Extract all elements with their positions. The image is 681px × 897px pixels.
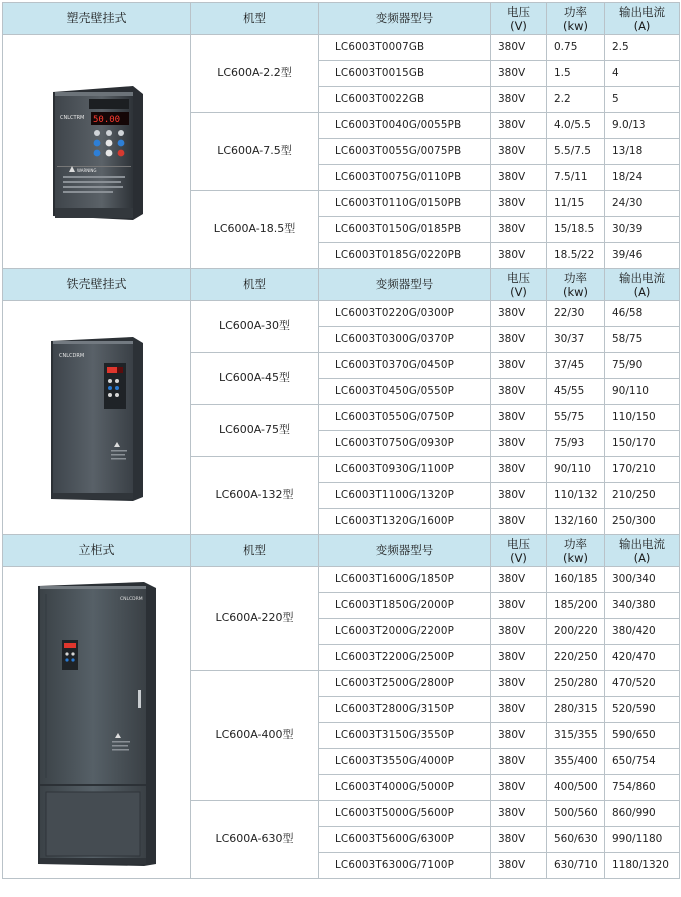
inverter-model-cell: LC6003T0370G/0450P [319,353,491,379]
section-header [3,535,680,567]
inverter-model-cell: LC6003T0022GB [319,87,491,113]
voltage-cell: 380V [491,243,547,269]
spec-table [2,2,680,879]
inverter-model-cell: LC6003T0300G/0370P [319,327,491,353]
voltage-cell: 380V [491,645,547,671]
current-cell: 300/340 [605,567,680,593]
voltage-cell: 380V [491,749,547,775]
voltage-cell: 380V [491,217,547,243]
voltage-cell: 380V [491,775,547,801]
inverter-model-cell: LC6003T0550G/0750P [319,405,491,431]
power-cell: 1.5 [547,61,605,87]
voltage-cell: 380V [491,801,547,827]
product-warning-label: WARNING [76,167,97,173]
power-cell: 7.5/11 [547,165,605,191]
voltage-cell: 380V [491,431,547,457]
voltage-cell: 380V [491,619,547,645]
power-cell: 2.2 [547,87,605,113]
col-header-current [605,269,680,301]
col-header-voltage [491,535,547,567]
inverter-model-cell: LC6003T0750G/0930P [319,431,491,457]
inverter-model-cell: LC6003T2800G/3150P [319,697,491,723]
voltage-header-label: 电压 [507,4,530,19]
product-image-cell [3,567,191,879]
inverter-model-cell: LC6003T5000G/5600P [319,801,491,827]
voltage-cell: 380V [491,139,547,165]
voltage-cell: 380V [491,301,547,327]
current-cell: 420/470 [605,645,680,671]
current-cell: 520/590 [605,697,680,723]
iron-wall-inverter-image [47,333,147,503]
voltage-cell: 380V [491,353,547,379]
current-cell: 9.0/13 [605,113,680,139]
voltage-cell: 380V [491,697,547,723]
power-cell: 30/37 [547,327,605,353]
inverter-model-cell: LC6003T0930G/1100P [319,457,491,483]
voltage-cell: 380V [491,827,547,853]
model-cell: LC600A-7.5型 [191,113,319,191]
voltage-cell: 380V [491,509,547,535]
inverter-model-cell: LC6003T1100G/1320P [319,483,491,509]
power-cell: 200/220 [547,619,605,645]
col-header-inverter: 变频器型号 [319,535,491,567]
cabinet-inverter-image [32,578,162,868]
inverter-model-cell: LC6003T1600G/1850P [319,567,491,593]
current-cell: 990/1180 [605,827,680,853]
power-cell: 315/355 [547,723,605,749]
voltage-header-label: 电压 [507,536,530,551]
voltage-cell: 380V [491,723,547,749]
col-header-voltage [491,269,547,301]
col-header-model: 机型 [191,3,319,35]
inverter-model-cell: LC6003T0015GB [319,61,491,87]
voltage-cell: 380V [491,567,547,593]
inverter-model-cell: LC6003T0007GB [319,35,491,61]
col-header-current [605,535,680,567]
voltage-header-label: 电压 [507,270,530,285]
inverter-model-cell: LC6003T3150G/3550P [319,723,491,749]
voltage-header-unit: (V) [510,550,527,565]
product-brand-label: CNLCTRM [59,114,84,121]
inverter-model-cell: LC6003T6300G/7100P [319,853,491,879]
voltage-cell: 380V [491,191,547,217]
col-header-inverter: 变频器型号 [319,269,491,301]
inverter-model-cell: LC6003T2500G/2800P [319,671,491,697]
current-cell: 18/24 [605,165,680,191]
voltage-header-unit: (V) [510,18,527,33]
voltage-header-unit: (V) [510,284,527,299]
power-cell: 5.5/7.5 [547,139,605,165]
power-cell: 560/630 [547,827,605,853]
model-cell: LC600A-220型 [191,567,319,671]
power-cell: 55/75 [547,405,605,431]
power-cell: 18.5/22 [547,243,605,269]
col-header-power [547,535,605,567]
table-row [3,35,680,61]
current-cell: 13/18 [605,139,680,165]
voltage-cell: 380V [491,593,547,619]
inverter-model-cell: LC6003T0110G/0150PB [319,191,491,217]
inverter-model-cell: LC6003T0185G/0220PB [319,243,491,269]
current-cell: 210/250 [605,483,680,509]
col-header-inverter: 变频器型号 [319,3,491,35]
current-cell: 39/46 [605,243,680,269]
inverter-model-cell: LC6003T4000G/5000P [319,775,491,801]
power-cell: 630/710 [547,853,605,879]
voltage-cell: 380V [491,379,547,405]
power-cell: 280/315 [547,697,605,723]
inverter-model-cell: LC6003T3550G/4000P [319,749,491,775]
inverter-model-cell: LC6003T0055G/0075PB [319,139,491,165]
current-header-label: 输出电流 [619,4,665,19]
section-title: 塑壳壁挂式 [3,3,191,35]
voltage-cell: 380V [491,61,547,87]
power-cell: 185/200 [547,593,605,619]
power-cell: 37/45 [547,353,605,379]
product-display-readout: 50.00 [92,114,120,125]
inverter-model-cell: LC6003T0075G/0110PB [319,165,491,191]
current-cell: 470/520 [605,671,680,697]
col-header-model: 机型 [191,535,319,567]
power-cell: 15/18.5 [547,217,605,243]
voltage-cell: 380V [491,457,547,483]
current-cell: 2.5 [605,35,680,61]
power-cell: 220/250 [547,645,605,671]
current-cell: 170/210 [605,457,680,483]
power-header-label: 功率 [564,4,587,19]
model-cell: LC600A-45型 [191,353,319,405]
current-cell: 754/860 [605,775,680,801]
current-cell: 1180/1320 [605,853,680,879]
current-cell: 58/75 [605,327,680,353]
power-cell: 500/560 [547,801,605,827]
voltage-cell: 380V [491,853,547,879]
current-header-unit: (A) [633,18,651,33]
inverter-model-cell: LC6003T1320G/1600P [319,509,491,535]
power-cell: 11/15 [547,191,605,217]
model-cell: LC600A-2.2型 [191,35,319,113]
current-cell: 5 [605,87,680,113]
current-cell: 24/30 [605,191,680,217]
current-cell: 30/39 [605,217,680,243]
col-header-current [605,3,680,35]
voltage-cell: 380V [491,35,547,61]
col-header-model: 机型 [191,269,319,301]
model-cell: LC600A-400型 [191,671,319,801]
voltage-cell: 380V [491,113,547,139]
power-cell: 400/500 [547,775,605,801]
model-cell: LC600A-30型 [191,301,319,353]
voltage-cell: 380V [491,405,547,431]
power-cell: 75/93 [547,431,605,457]
power-cell: 22/30 [547,301,605,327]
current-cell: 650/754 [605,749,680,775]
section-title: 铁壳壁挂式 [3,269,191,301]
current-cell: 110/150 [605,405,680,431]
current-header-label: 输出电流 [619,536,665,551]
product-brand-label: CNLCDRM [119,596,143,602]
section-header [3,269,680,301]
current-header-unit: (A) [633,284,651,299]
table-row [3,301,680,327]
power-header-label: 功率 [564,536,587,551]
product-image-cell [3,301,191,535]
inverter-model-cell: LC6003T0450G/0550P [319,379,491,405]
current-cell: 590/650 [605,723,680,749]
power-cell: 0.75 [547,35,605,61]
voltage-cell: 380V [491,483,547,509]
current-cell: 860/990 [605,801,680,827]
power-cell: 110/132 [547,483,605,509]
section-title: 立柜式 [3,535,191,567]
voltage-cell: 380V [491,327,547,353]
current-cell: 380/420 [605,619,680,645]
inverter-model-cell: LC6003T0220G/0300P [319,301,491,327]
power-header-unit: (kw) [562,18,589,33]
power-cell: 355/400 [547,749,605,775]
inverter-model-cell: LC6003T0040G/0055PB [319,113,491,139]
current-header-label: 输出电流 [619,270,665,285]
voltage-cell: 380V [491,165,547,191]
inverter-model-cell: LC6003T2000G/2200P [319,619,491,645]
product-image-cell [3,35,191,269]
power-cell: 250/280 [547,671,605,697]
power-cell: 160/185 [547,567,605,593]
current-cell: 250/300 [605,509,680,535]
power-cell: 132/160 [547,509,605,535]
power-cell: 4.0/5.5 [547,113,605,139]
inverter-model-cell: LC6003T0150G/0185PB [319,217,491,243]
inverter-model-cell: LC6003T5600G/6300P [319,827,491,853]
current-cell: 75/90 [605,353,680,379]
current-cell: 150/170 [605,431,680,457]
plastic-wall-inverter-image [47,82,147,222]
model-cell: LC600A-132型 [191,457,319,535]
power-header-label: 功率 [564,270,587,285]
current-cell: 4 [605,61,680,87]
model-cell: LC600A-75型 [191,405,319,457]
power-header-unit: (kw) [562,284,589,299]
inverter-model-cell: LC6003T1850G/2000P [319,593,491,619]
model-cell: LC600A-18.5型 [191,191,319,269]
power-header-unit: (kw) [562,550,589,565]
section-header [3,3,680,35]
voltage-cell: 380V [491,87,547,113]
current-cell: 90/110 [605,379,680,405]
product-brand-label: CNLCDRM [58,352,84,359]
model-cell: LC600A-630型 [191,801,319,879]
col-header-power [547,269,605,301]
col-header-power [547,3,605,35]
current-cell: 340/380 [605,593,680,619]
inverter-model-cell: LC6003T2200G/2500P [319,645,491,671]
power-cell: 90/110 [547,457,605,483]
voltage-cell: 380V [491,671,547,697]
power-cell: 45/55 [547,379,605,405]
table-row [3,567,680,593]
current-cell: 46/58 [605,301,680,327]
col-header-voltage [491,3,547,35]
current-header-unit: (A) [633,550,651,565]
